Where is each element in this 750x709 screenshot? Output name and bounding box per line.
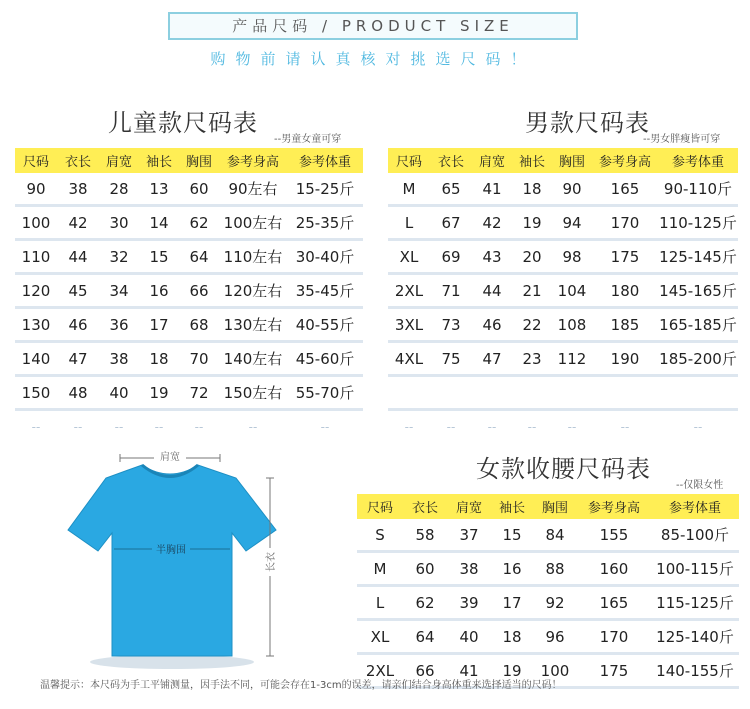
table-row: [388, 342, 738, 376]
table-cell: 145-165斤: [658, 274, 738, 308]
table-cell: 17: [491, 586, 533, 620]
column-header: 肩宽: [472, 148, 512, 173]
table-cell: 150: [15, 376, 57, 410]
table-cell: --: [57, 410, 99, 443]
table-cell: 88: [533, 552, 577, 586]
column-header: 参考体重: [658, 148, 738, 173]
table-row: [15, 342, 363, 376]
table-cell: --: [179, 410, 219, 443]
table-cell: 39: [447, 586, 491, 620]
table-cell: 41: [447, 654, 491, 688]
table-cell: 19: [139, 376, 179, 410]
table-cell: --: [99, 410, 139, 443]
table-cell: 40-55斤: [287, 308, 363, 342]
table-cell: 66: [403, 654, 447, 688]
table-cell: 69: [430, 240, 472, 274]
table-row: [15, 274, 363, 308]
table-row: [388, 173, 738, 206]
table-row: [15, 173, 363, 206]
table-cell: 47: [472, 342, 512, 376]
table-cell: 20: [512, 240, 552, 274]
table-cell: 98: [552, 240, 592, 274]
table-cell: 140-155斤: [651, 654, 739, 688]
table-cell: 104: [552, 274, 592, 308]
table-cell: [658, 376, 738, 410]
table-cell: 55-70斤: [287, 376, 363, 410]
table-cell: --: [658, 410, 738, 443]
table-cell: --: [430, 410, 472, 443]
table-cell: 130: [15, 308, 57, 342]
column-header: 参考身高: [577, 494, 651, 519]
header-title-box: [168, 12, 578, 40]
table-cell: [388, 376, 430, 410]
table-cell: [512, 376, 552, 410]
column-header: 袖长: [491, 494, 533, 519]
header-title: 产品尺码 / PRODUCT SIZE: [232, 17, 514, 35]
column-header: 参考体重: [287, 148, 363, 173]
table-cell: 38: [447, 552, 491, 586]
table-row: [15, 240, 363, 274]
length-label: 长衣: [266, 552, 277, 572]
table-cell: 120左右: [219, 274, 287, 308]
men-note: --男女胖瘦皆可穿: [643, 134, 721, 145]
table-cell: 30-40斤: [287, 240, 363, 274]
table-cell: 110-125斤: [658, 206, 738, 240]
table-cell: 180: [592, 274, 658, 308]
table-cell: --: [15, 410, 57, 443]
table-row: [388, 308, 738, 342]
table-cell: 190: [592, 342, 658, 376]
table-cell: 175: [592, 240, 658, 274]
women-note: --仅限女性: [676, 480, 724, 491]
table-cell: 18: [512, 173, 552, 206]
kids-title: 儿童款尺码表: [108, 109, 258, 137]
table-cell: --: [388, 410, 430, 443]
table-cell: 112: [552, 342, 592, 376]
tshirt-diagram-svg: [50, 448, 290, 673]
table-row: [357, 620, 739, 654]
column-header: 尺码: [15, 148, 57, 173]
table-cell: --: [512, 410, 552, 443]
table-cell: L: [357, 586, 403, 620]
table-cell: 62: [179, 206, 219, 240]
table-cell: --: [139, 410, 179, 443]
table-cell: 90左右: [219, 173, 287, 206]
table-cell: 100: [15, 206, 57, 240]
measurement-tip: 温馨提示：本尺码为手工平铺测量，因手法不同，可能会存在1-3cm的误差，请亲们结合身高体重来选择适当的尺码！: [40, 680, 562, 691]
table-cell: 42: [472, 206, 512, 240]
column-header: 衣长: [430, 148, 472, 173]
table-cell: 67: [430, 206, 472, 240]
table-cell: 19: [491, 654, 533, 688]
table-cell: 45: [57, 274, 99, 308]
table-cell: 4XL: [388, 342, 430, 376]
column-header: 袖长: [512, 148, 552, 173]
table-cell: 36: [99, 308, 139, 342]
column-header: 参考体重: [651, 494, 739, 519]
column-header: 袖长: [139, 148, 179, 173]
table-cell: 84: [533, 519, 577, 552]
table-cell: 185-200斤: [658, 342, 738, 376]
table-cell: 60: [179, 173, 219, 206]
table-cell: 28: [99, 173, 139, 206]
table-cell: 71: [430, 274, 472, 308]
table-row: [357, 519, 739, 552]
table-cell: 16: [139, 274, 179, 308]
table-cell: 44: [472, 274, 512, 308]
shoulder-label: 肩宽: [160, 452, 180, 463]
table-cell: 62: [403, 586, 447, 620]
table-cell: 96: [533, 620, 577, 654]
table-cell: 100-115斤: [651, 552, 739, 586]
table-cell: 18: [139, 342, 179, 376]
column-header: 衣长: [403, 494, 447, 519]
table-row: [388, 240, 738, 274]
table-cell: 60: [403, 552, 447, 586]
table-cell: 155: [577, 519, 651, 552]
table-row: [15, 206, 363, 240]
table-cell: M: [357, 552, 403, 586]
table-cell: 32: [99, 240, 139, 274]
table-cell: 38: [57, 173, 99, 206]
table-cell: 90: [552, 173, 592, 206]
table-cell: 58: [403, 519, 447, 552]
table-cell: 15: [491, 519, 533, 552]
table-cell: 72: [179, 376, 219, 410]
table-cell: 14: [139, 206, 179, 240]
table-cell: 44: [57, 240, 99, 274]
table-cell: XL: [388, 240, 430, 274]
table-cell: --: [552, 410, 592, 443]
table-cell: 46: [57, 308, 99, 342]
chest-label: 半胸围: [156, 545, 186, 556]
table-cell: 90-110斤: [658, 173, 738, 206]
table-cell: M: [388, 173, 430, 206]
table-cell: 110左右: [219, 240, 287, 274]
table-cell: 25-35斤: [287, 206, 363, 240]
table-cell: 92: [533, 586, 577, 620]
table-row: [388, 206, 738, 240]
men-size-table: [388, 148, 738, 442]
table-cell: 21: [512, 274, 552, 308]
table-cell: 140左右: [219, 342, 287, 376]
table-cell: 165: [592, 173, 658, 206]
table-cell: 125-140斤: [651, 620, 739, 654]
table-cell: 165: [577, 586, 651, 620]
table-cell: 38: [99, 342, 139, 376]
table-cell: 68: [179, 308, 219, 342]
table-cell: 85-100斤: [651, 519, 739, 552]
table-row: [357, 552, 739, 586]
table-cell: S: [357, 519, 403, 552]
table-cell: 48: [57, 376, 99, 410]
table-cell: 100: [533, 654, 577, 688]
table-cell: 94: [552, 206, 592, 240]
table-cell: 45-60斤: [287, 342, 363, 376]
table-cell: --: [219, 410, 287, 443]
table-cell: 37: [447, 519, 491, 552]
men-title: 男款尺码表: [525, 109, 650, 137]
column-header: 胸围: [552, 148, 592, 173]
table-header-row: [388, 148, 738, 173]
women-size-table: [357, 494, 739, 689]
table-cell: 70: [179, 342, 219, 376]
tshirt-diagram: [50, 448, 290, 673]
table-row: [357, 586, 739, 620]
table-cell: 46: [472, 308, 512, 342]
table-cell: --: [472, 410, 512, 443]
table-cell: 40: [447, 620, 491, 654]
table-cell: XL: [357, 620, 403, 654]
table-cell: 40: [99, 376, 139, 410]
table-cell: 115-125斤: [651, 586, 739, 620]
table-cell: L: [388, 206, 430, 240]
column-header: 参考身高: [592, 148, 658, 173]
column-header: 参考身高: [219, 148, 287, 173]
table-row: [388, 410, 738, 443]
table-cell: 165-185斤: [658, 308, 738, 342]
column-header: 肩宽: [99, 148, 139, 173]
table-cell: 41: [472, 173, 512, 206]
table-row: [15, 308, 363, 342]
table-cell: 150左右: [219, 376, 287, 410]
table-cell: 66: [179, 274, 219, 308]
table-cell: --: [592, 410, 658, 443]
table-cell: 34: [99, 274, 139, 308]
table-cell: 73: [430, 308, 472, 342]
table-cell: 130左右: [219, 308, 287, 342]
shirt-shadow: [90, 655, 254, 669]
column-header: 胸围: [179, 148, 219, 173]
table-cell: 18: [491, 620, 533, 654]
table-cell: [430, 376, 472, 410]
table-cell: 125-145斤: [658, 240, 738, 274]
table-cell: 17: [139, 308, 179, 342]
table-cell: 13: [139, 173, 179, 206]
kids-note: --男童女童可穿: [274, 134, 342, 145]
table-cell: 47: [57, 342, 99, 376]
table-row: [15, 376, 363, 410]
column-header: 尺码: [357, 494, 403, 519]
kids-size-table: [15, 148, 363, 442]
table-cell: 2XL: [357, 654, 403, 688]
table-cell: 64: [403, 620, 447, 654]
table-cell: 175: [577, 654, 651, 688]
table-cell: 2XL: [388, 274, 430, 308]
table-cell: 110: [15, 240, 57, 274]
header-subtitle: 购物前请认真核对挑选尺码！: [210, 50, 536, 68]
table-cell: 170: [592, 206, 658, 240]
table-cell: 35-45斤: [287, 274, 363, 308]
column-header: 尺码: [388, 148, 430, 173]
table-cell: 108: [552, 308, 592, 342]
table-cell: 19: [512, 206, 552, 240]
column-header: 胸围: [533, 494, 577, 519]
table-cell: 160: [577, 552, 651, 586]
table-cell: 15-25斤: [287, 173, 363, 206]
table-cell: 185: [592, 308, 658, 342]
table-cell: --: [287, 410, 363, 443]
table-row: [388, 274, 738, 308]
table-cell: 75: [430, 342, 472, 376]
table-cell: 42: [57, 206, 99, 240]
table-cell: 90: [15, 173, 57, 206]
table-cell: 170: [577, 620, 651, 654]
column-header: 肩宽: [447, 494, 491, 519]
table-row: [388, 376, 738, 410]
table-cell: 140: [15, 342, 57, 376]
table-cell: 22: [512, 308, 552, 342]
column-header: 衣长: [57, 148, 99, 173]
table-cell: 64: [179, 240, 219, 274]
table-header-row: [15, 148, 363, 173]
table-cell: 3XL: [388, 308, 430, 342]
table-cell: [472, 376, 512, 410]
table-cell: 43: [472, 240, 512, 274]
table-cell: [552, 376, 592, 410]
table-cell: 15: [139, 240, 179, 274]
women-title: 女款收腰尺码表: [476, 455, 651, 483]
table-cell: 65: [430, 173, 472, 206]
table-cell: 30: [99, 206, 139, 240]
table-cell: 23: [512, 342, 552, 376]
table-cell: 100左右: [219, 206, 287, 240]
table-header-row: [357, 494, 739, 519]
table-cell: [592, 376, 658, 410]
table-cell: 120: [15, 274, 57, 308]
table-cell: 16: [491, 552, 533, 586]
table-row: [15, 410, 363, 443]
tshirt-shape: [68, 465, 276, 656]
